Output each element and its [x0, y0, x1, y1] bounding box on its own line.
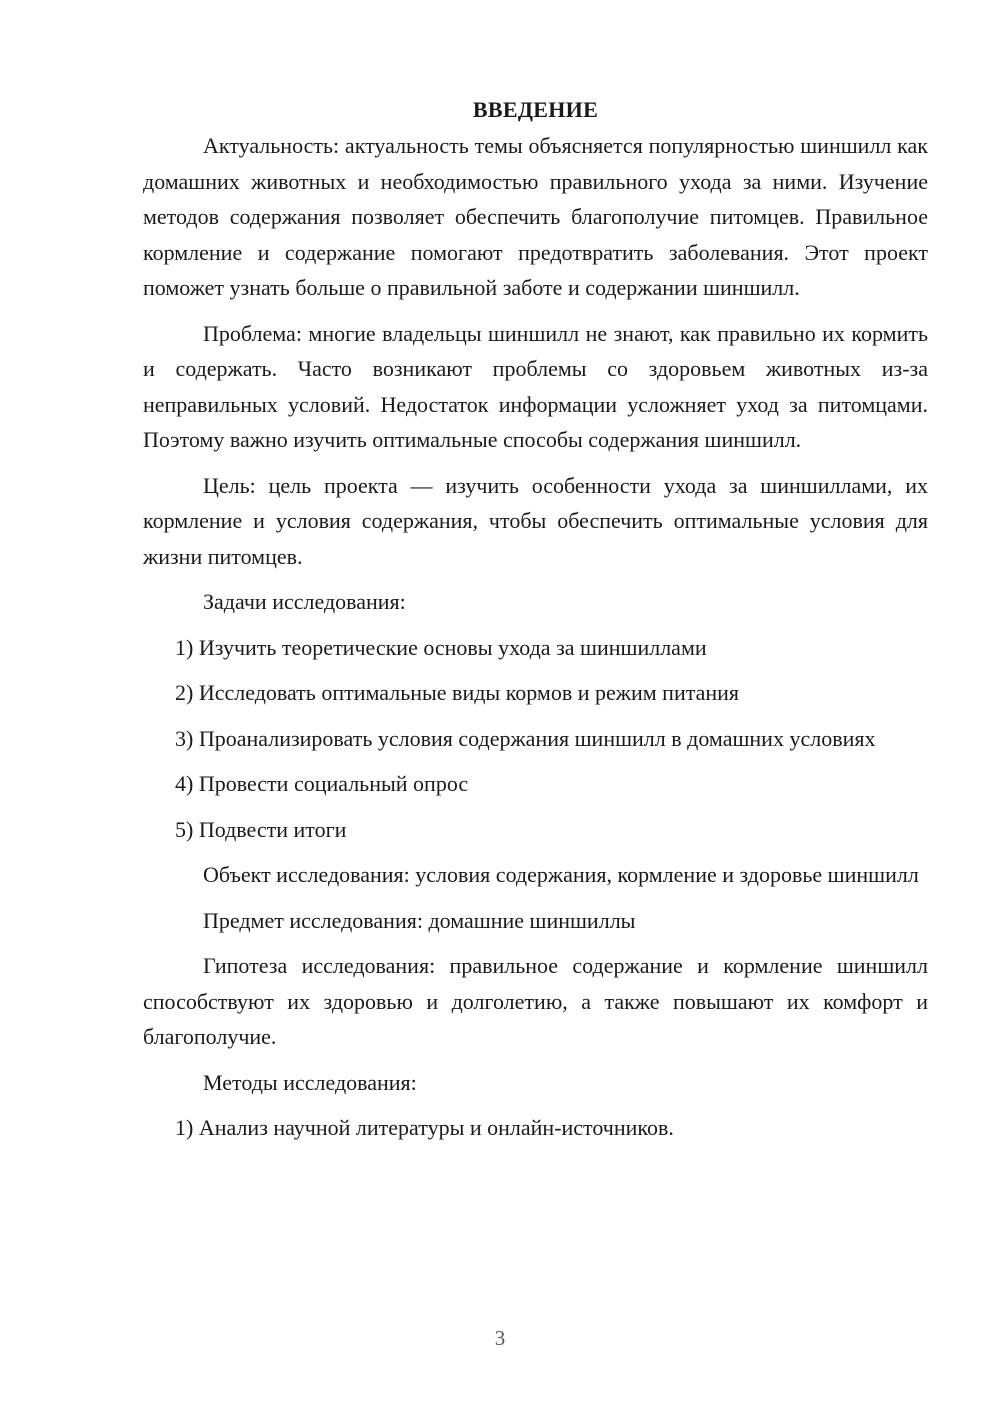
- list-item-task-4: 4) Провести социальный опрос: [175, 771, 469, 796]
- paragraph-object: Объект исследования: условия содержания, кормление и здоровье шиншилл: [203, 862, 919, 887]
- list-item-task-3: 3) Проанализировать условия содержания шиншилл в домашних условиях: [175, 725, 876, 751]
- paragraph-goal: Цель: цель проекта — изучить особенности ухода за шиншиллами, их кормление и условия содержания, чтобы обеспечить оптимальные условия для жизни питомцев.: [143, 472, 928, 569]
- document-page: [143, 92, 928, 1156]
- paragraph-subject: Предмет исследования: домашние шиншиллы: [203, 907, 636, 933]
- page-number: 3: [494, 1326, 506, 1350]
- section-heading: ВВЕДЕНИЕ: [472, 97, 599, 122]
- list-item-task-5: 5) Подвести итоги: [175, 816, 347, 842]
- paragraph-hypothesis: Гипотеза исследования: правильное содержание и кормление шиншилл способствуют их здоровью и долголетию, а также повышают их комфорт и благополучие.: [143, 953, 928, 1049]
- paragraph-relevance: Актуальность: актуальность темы объясняется популярностью шиншилл как домашних животных и необходимостью правильного ухода за ними. Изучение методов содержания позволяет обеспечить благополучие питомцев. Правильное кормление и содержание помогают предотвратить заболевания. Этот проект поможет узнать больше о правильной заботе и содержании шиншилл.: [143, 133, 928, 300]
- list-item-task-2: 2) Исследовать оптимальные виды кормов и режим питания: [175, 680, 740, 705]
- paragraph-tasks-title: Задачи исследования:: [203, 589, 406, 614]
- list-item-method-1: 1) Анализ научной литературы и онлайн-источников.: [175, 1115, 674, 1140]
- paragraph-methods-title: Методы исследования:: [203, 1069, 417, 1095]
- paragraph-problem: Проблема: многие владельцы шиншилл не знают, как правильно их кормить и содержать. Часто возникают проблемы со здоровьем животных из-за неправильных условий. Недостаток информации усложняет уход за питомцами. Поэтому важно изучить оптимальные способы содержания шиншилл.: [143, 320, 928, 452]
- list-item-task-1: 1) Изучить теоретические основы ухода за шиншиллами: [175, 634, 707, 660]
